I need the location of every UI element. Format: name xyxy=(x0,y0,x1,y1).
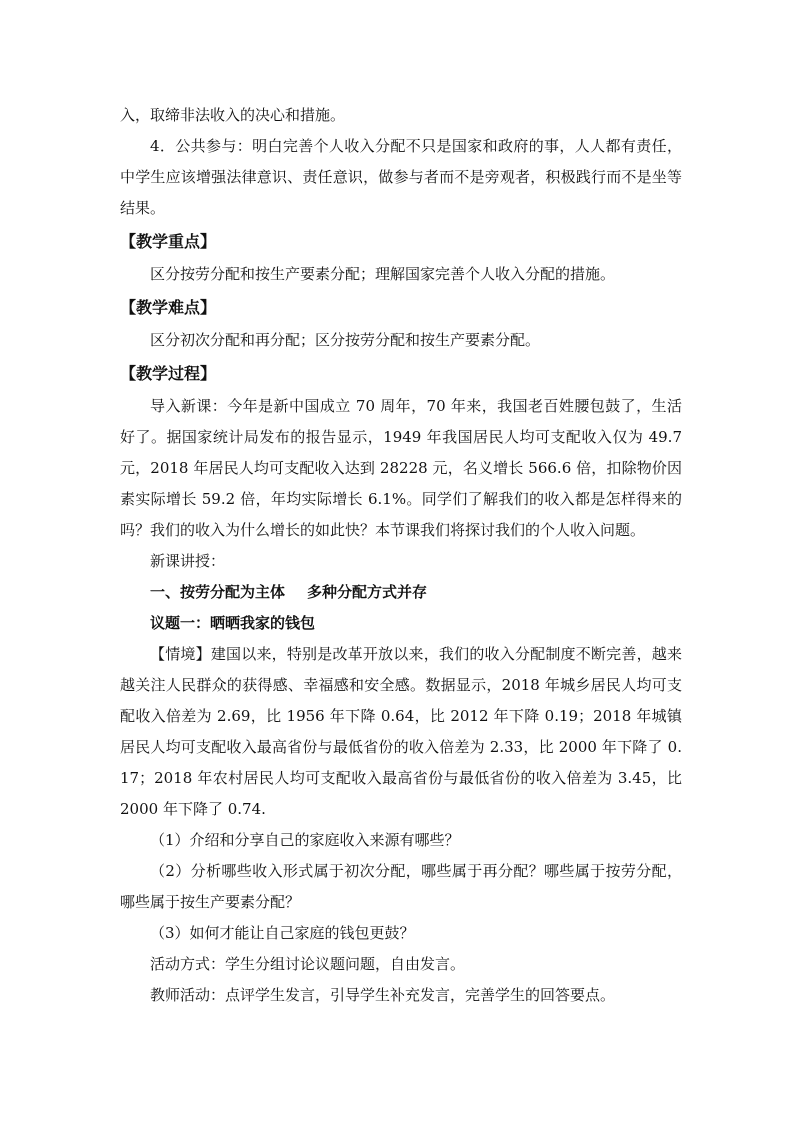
section-title-part-a: 一、按劳分配为主体 xyxy=(150,583,286,601)
section-title xyxy=(120,577,682,608)
paragraph-situation: 【情境】建国以来，特别是改革开放以来，我们的收入分配制度不断完善，越来越关注人民群众的获得感、幸福感和安全感。数据显示，2018 年城乡居民人均可支配收入倍差为 2.69，比 1956 年下降 0.64，比 2012 年下降 0.19；2018 年城镇居民人均可支配收入最高省份与最低省份的收入倍差为 2.33，比 2000 年下降了 0.17；2018 年农村居民人均可支配收入最高省份与最低省份的收入倍差为 3.45，比 2000 年下降了 0.74. xyxy=(120,645,682,818)
topic-one-title: 议题一：晒晒我家的钱包 xyxy=(150,614,316,632)
document-page xyxy=(120,100,682,1011)
heading-teaching-process: 【教学过程】 xyxy=(120,364,217,383)
paragraph-difficulties: 区分初次分配和再分配；区分按劳分配和按生产要素分配。 xyxy=(150,331,541,349)
question-1: （1）介绍和分享自己的家庭收入来源有哪些？ xyxy=(150,831,460,849)
paragraph-new-lesson: 新课讲授： xyxy=(150,552,226,570)
heading-key-points: 【教学重点】 xyxy=(120,232,217,251)
paragraph-activity-method: 活动方式：学生分组讨论议题问题，自由发言。 xyxy=(150,955,466,973)
question-2: （2）分析哪些收入形式属于初次分配，哪些属于再分配？哪些属于按劳分配，哪些属于按生产要素分配？ xyxy=(120,862,682,911)
paragraph-teacher-activity: 教师活动：点评学生发言，引导学生补充发言，完善学生的回答要点。 xyxy=(150,986,616,1004)
paragraph-public-participation: 4．公共参与：明白完善个人收入分配不只是国家和政府的事，人人都有责任，中学生应该增强法律意识、责任意识，做参与者而不是旁观者，积极践行而不是坐等结果。 xyxy=(120,137,682,217)
section-title-part-b: 多种分配方式并存 xyxy=(307,583,428,601)
paragraph-continuation: 入，取缔非法收入的决心和措施。 xyxy=(120,106,346,124)
question-3: （3）如何才能让自己家庭的钱包更鼓？ xyxy=(150,924,415,942)
heading-difficulties: 【教学难点】 xyxy=(120,298,217,317)
paragraph-introduction: 导入新课：今年是新中国成立 70 周年，70 年来，我国老百姓腰包鼓了，生活好了。据国家统计局发布的报告显示，1949 年我国居民人均可支配收入仅为 49.7 元，2018 年居民人均可支配收入达到 28228 元，名义增长 566.6 倍，扣除物价因素实际增长 59.2 倍，年均实际增长 6.1%。同学们了解我们的收入都是怎样得来的吗？我们的收入为什么增长的如此快？本节课我们将探讨我们的个人收入问题。 xyxy=(120,397,682,539)
paragraph-key-points: 区分按劳分配和按生产要素分配；理解国家完善个人收入分配的措施。 xyxy=(150,265,616,283)
